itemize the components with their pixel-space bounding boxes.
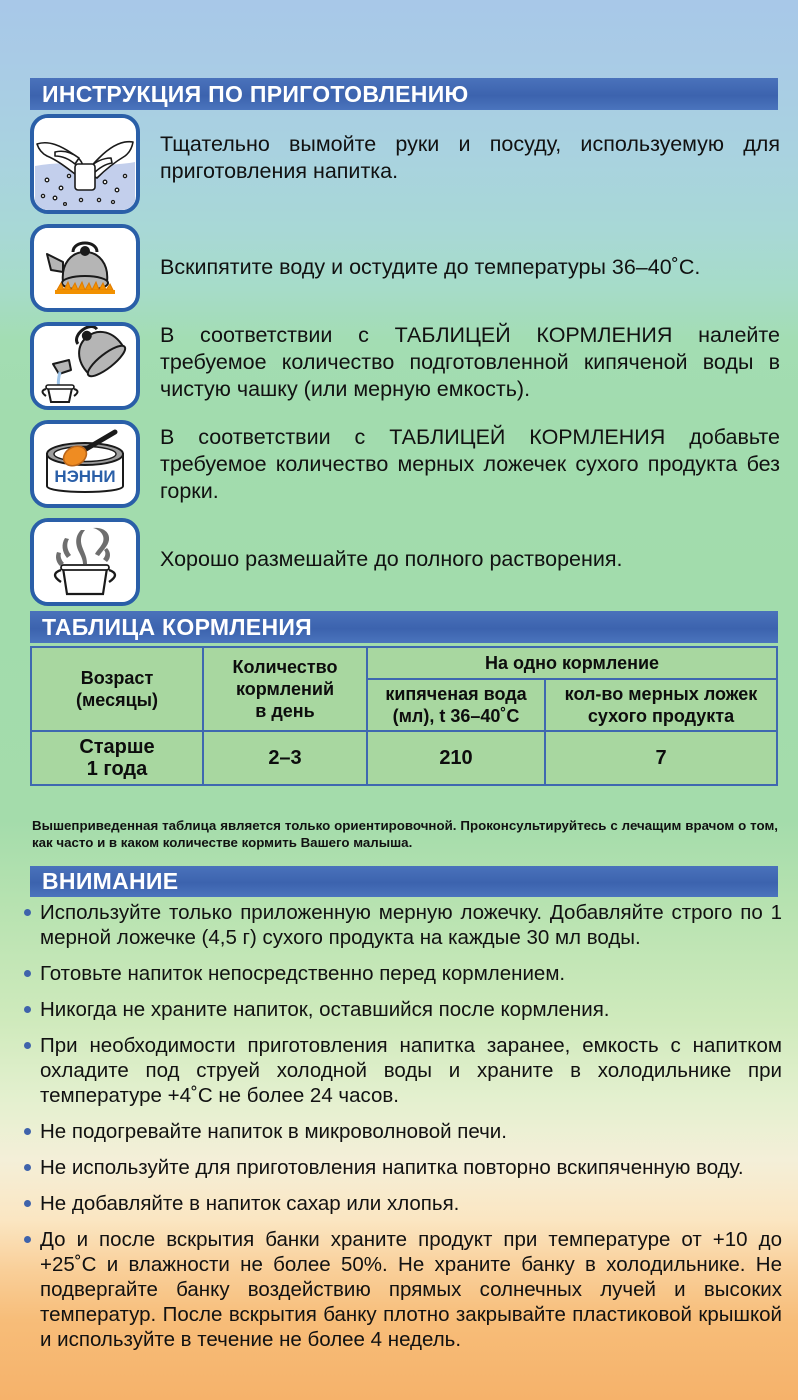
feeding-table-heading: ТАБЛИЦА КОРМЛЕНИЯ [30,611,778,643]
bullet-dot-icon [24,1164,31,1171]
bullet-dot-icon [24,1042,31,1049]
preparation-heading: ИНСТРУКЦИЯ ПО ПРИГОТОВЛЕНИЮ [30,78,778,110]
header-age [31,647,203,731]
feeding-table-note: Вышеприведенная таблица является только ориентировочной. Проконсультируйтесь с лечащим врачом о том, как часто и в каком количестве кормить Вашего малыша. [32,818,778,850]
list-item-text: При необходимости приготовления напитка заранее, емкость с напитком охладите под струей холодной воды и храните в холодильнике при температуре +4˚С не более 24 часов. [40,1034,782,1107]
preparation-step-5-text: Хорошо размешайте до полного растворения. [160,547,623,571]
bullet-dot-icon [24,970,31,977]
list-item [22,1033,782,1108]
cell-scoops: 7 [545,731,777,785]
boiling-kettle-icon [30,224,140,312]
cell-feedings: 2–3 [203,731,367,785]
cell-age-line1: Старше [79,736,155,758]
bullet-dot-icon [24,1236,31,1243]
preparation-step-2-text: Вскипятите воду и остудите до температуры 36–40˚С. [160,255,701,279]
scoop-powder-icon [30,420,140,508]
feeding-table [30,646,778,786]
list-item [22,1191,782,1216]
header-water-line1: кипяченая вода [385,684,527,704]
list-item [22,1155,782,1180]
header-scoops-line2: сухого продукта [587,706,735,726]
header-age-line1: Возраст [80,668,154,688]
table-row [31,731,777,785]
cell-age [31,731,203,785]
list-item-text: Готовьте напиток непосредственно перед кормлением. [40,962,566,985]
preparation-step-4-text: В соответствии с ТАБЛИЦЕЙ КОРМЛЕНИЯ добавьте требуемое количество мерных ложечек сухого продукта без горки. [160,425,780,503]
stirring-cup-icon [30,518,140,606]
list-item [22,997,782,1022]
header-scoops [545,679,777,731]
header-feedings-line1: Количество [232,657,338,677]
list-item-text: До и после вскрытия банки храните продукт при температуре от +10 до +25˚С и влажности не более 50%. Не храните банку в холодильнике. Не подвергайте банку воздействию прямых солнечных лучей и высоких температур. После вскрытия банку плотно закрывайте пластиковой крышкой и используйте в течение не более 4 недель. [40,1228,782,1351]
list-item [22,1227,782,1352]
bullet-dot-icon [24,1006,31,1013]
preparation-step-1-text: Тщательно вымойте руки и посуду, используемую для приготовления напитка. [160,132,780,183]
list-item-text: Никогда не храните напиток, оставшийся после кормления. [40,998,610,1021]
header-water [367,679,545,731]
list-item-text: Не используйте для приготовления напитка повторно вскипяченную воду. [40,1156,744,1179]
bullet-dot-icon [24,1128,31,1135]
attention-heading: ВНИМАНИЕ [30,866,778,897]
preparation-step-3-text: В соответствии с ТАБЛИЦЕЙ КОРМЛЕНИЯ налейте требуемое количество подготовленной кипяченой воды в чистую чашку (или мерную емкость). [160,323,780,401]
washing-hands-icon [30,114,140,214]
cell-age-line2: 1 года [86,758,148,780]
header-age-line2: (месяцы) [75,690,159,710]
list-item [22,900,782,950]
bullet-dot-icon [24,909,31,916]
header-feedings-line3: в день [255,701,315,721]
header-water-line2: (мл), t 36–40˚С [392,706,520,726]
header-per-feeding-group: На одно кормление [367,647,777,679]
table-header-row-1 [31,647,777,679]
header-feedings-line2: кормлений [235,679,335,699]
list-item [22,961,782,986]
attention-list [22,900,782,1363]
list-item [22,1119,782,1144]
header-scoops-line1: кол-во мерных ложек [564,684,758,704]
bullet-dot-icon [24,1200,31,1207]
cell-water-ml: 210 [367,731,545,785]
list-item-text: Используйте только приложенную мерную ложечку. Добавляйте строго по 1 мерной ложечке (4,5 г) сухого продукта на каждые 30 мл воды. [40,901,782,949]
list-item-text: Не добавляйте в напиток сахар или хлопья. [40,1192,460,1215]
list-item-text: Не подогревайте напиток в микроволновой печи. [40,1120,507,1143]
pouring-water-icon [30,322,140,410]
can-brand-text: НЭННИ [54,467,116,486]
header-feedings [203,647,367,731]
